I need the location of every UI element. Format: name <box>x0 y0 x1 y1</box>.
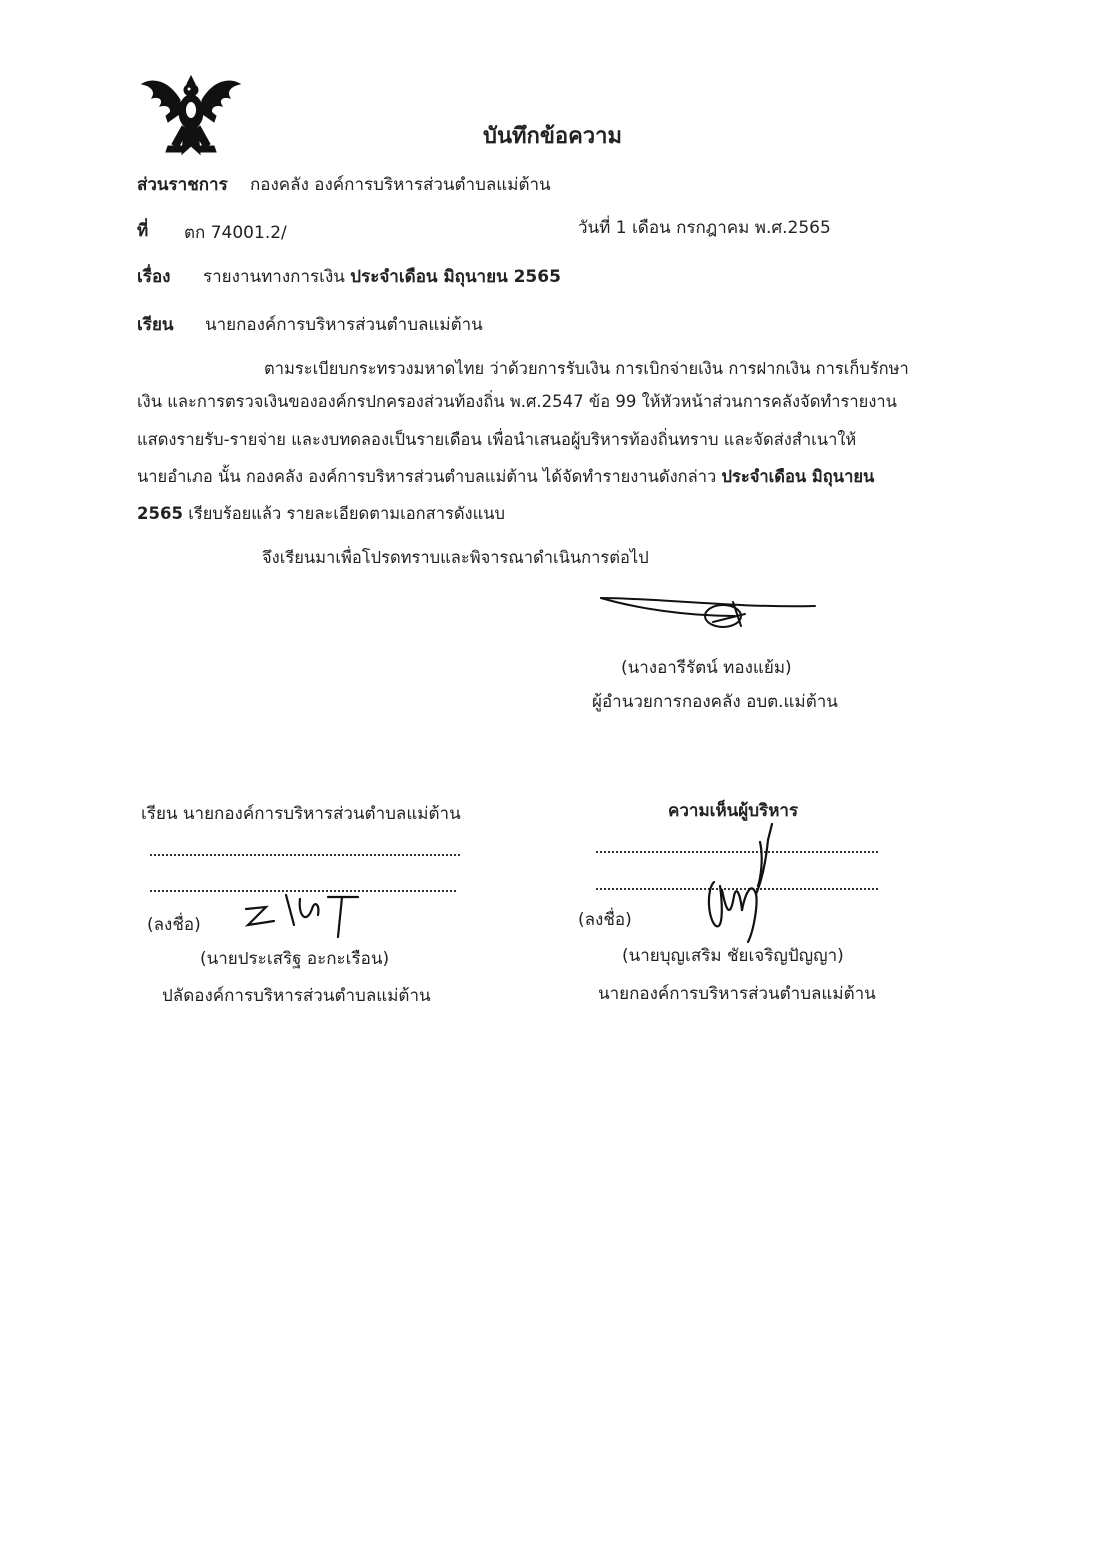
body-line-3: แสดงรายรับ-รายจ่าย และงบทดลองเป็นรายเดือน เพื่อนำเสนอผู้บริหารท้องถิ่นทราบ และจัดส่งสำเนาให้ <box>137 430 857 449</box>
ref-value: ตก 74001.2/ <box>184 223 287 243</box>
left-position: ปลัดองค์การบริหารส่วนตำบลแม่ต้าน <box>162 986 431 1006</box>
subject-month: ประจำเดือน มิถุนายน 2565 <box>350 267 561 287</box>
garuda-emblem <box>138 70 244 164</box>
agency-value: กองคลัง องค์การบริหารส่วนตำบลแม่ต้าน <box>250 175 551 195</box>
to-label: เรียน <box>137 315 174 335</box>
agency-label: ส่วนราชการ <box>137 175 228 195</box>
memo-title: บันทึกข้อความ <box>483 124 623 149</box>
body-line-5-text: เรียบร้อยแล้ว รายละเอียดตามเอกสารดังแนบ <box>188 504 505 523</box>
subject-label: เรื่อง <box>137 267 171 287</box>
right-sign-label: (ลงชื่อ) <box>578 910 632 930</box>
right-position: นายกองค์การบริหารส่วนตำบลแม่ต้าน <box>598 984 876 1004</box>
body-line-2: เงิน และการตรวจเงินขององค์กรปกครองส่วนท้องถิ่น พ.ศ.2547 ข้อ 99 ให้หัวหน้าส่วนการคลังจัดทำรายงาน <box>137 392 897 411</box>
left-name: (นายประเสริฐ อะกะเรือน) <box>200 949 390 969</box>
signer1-position: ผู้อำนวยการกองคลัง อบต.แม่ต้าน <box>592 692 838 712</box>
body-line-4-text: นายอำเภอ นั้น กองคลัง องค์การบริหารส่วนตำบลแม่ต้าน ได้จัดทำรายงานดังกล่าว <box>137 467 717 486</box>
left-sign-label: (ลงชื่อ) <box>147 915 201 935</box>
subject-text: รายงานทางการเงิน <box>203 267 345 287</box>
body-line-1: ตามระเบียบกระทรวงมหาดไทย ว่าด้วยการรับเงิน การเบิกจ่ายเงิน การฝากเงิน การเก็บรักษา <box>264 359 909 378</box>
left-dotted-line-1 <box>150 854 460 856</box>
signature-mayor <box>700 820 790 950</box>
signature-chief-officer <box>238 885 378 945</box>
closing-text: จึงเรียนมาเพื่อโปรดทราบและพิจารณาดำเนินการต่อไป <box>262 548 649 567</box>
signer1-name: (นางอารีรัตน์ ทองแย้ม) <box>621 658 792 678</box>
subject-value <box>203 266 561 288</box>
right-heading: ความเห็นผู้บริหาร <box>668 801 799 821</box>
date-value: วันที่ 1 เดือน กรกฎาคม พ.ศ.2565 <box>578 218 831 238</box>
left-to: เรียน นายกองค์การบริหารส่วนตำบลแม่ต้าน <box>141 804 461 824</box>
body-line-4-month: ประจำเดือน มิถุนายน <box>721 467 875 486</box>
body-line-5 <box>137 503 505 525</box>
signature-finance-director <box>595 588 825 638</box>
body-line-4 <box>137 466 874 488</box>
body-line-5-year: 2565 <box>137 504 183 523</box>
to-value: นายกองค์การบริหารส่วนตำบลแม่ต้าน <box>205 315 483 335</box>
ref-label: ที่ <box>137 221 149 241</box>
right-name: (นายบุญเสริม ชัยเจริญปัญญา) <box>622 946 844 966</box>
